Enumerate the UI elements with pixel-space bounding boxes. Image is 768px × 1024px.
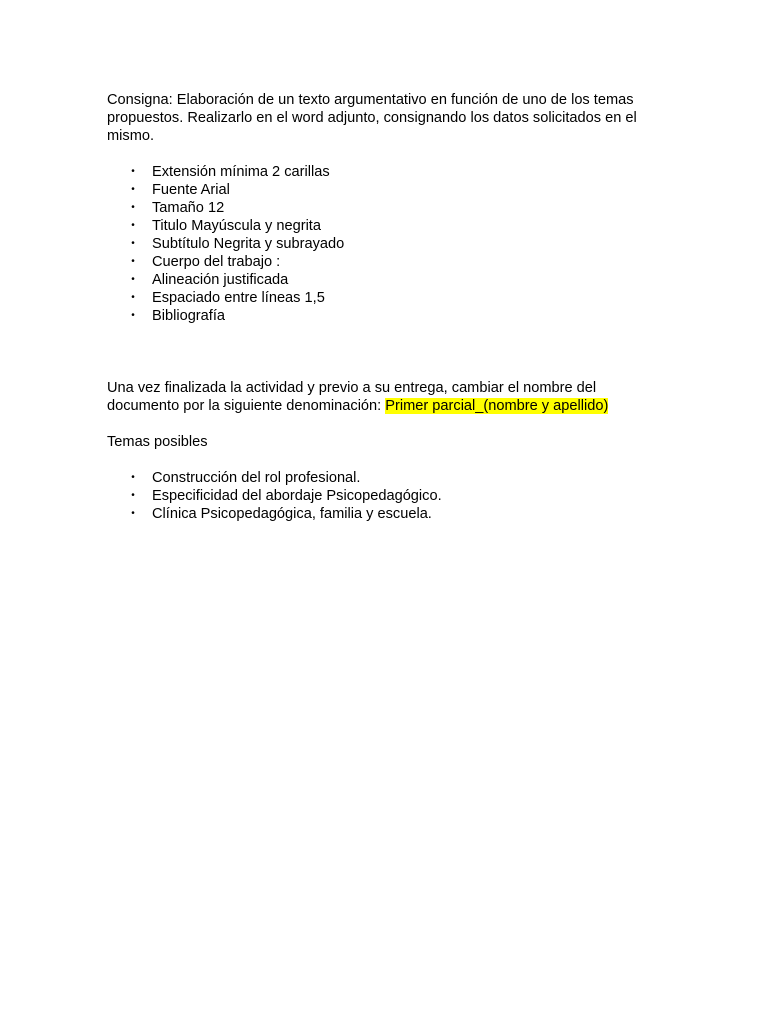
- requirement-text: Titulo Mayúscula y negrita: [152, 218, 321, 234]
- bullet-icon: •: [131, 310, 135, 321]
- list-item: [131, 487, 664, 505]
- bullet-icon: •: [131, 292, 135, 303]
- blank-space: [107, 325, 664, 379]
- themes-heading: Temas posibles: [107, 434, 208, 450]
- bullet-icon: •: [131, 472, 135, 483]
- list-item: [131, 199, 664, 217]
- bullet-icon: •: [131, 256, 135, 267]
- requirement-text: Alineación justificada: [152, 272, 289, 288]
- list-item: [131, 505, 664, 523]
- bullet-icon: •: [131, 238, 135, 249]
- list-item: [131, 289, 664, 307]
- theme-text: Construcción del rol profesional.: [152, 470, 361, 486]
- requirement-text: Extensión mínima 2 carillas: [152, 164, 330, 180]
- list-item: [131, 253, 664, 271]
- assignment-instructions: Consigna: Elaboración de un texto argumentativo en función de uno de los temas propuestos. Realizarlo en el word adjunto, consignando los datos solicitados en el mismo.: [107, 92, 637, 144]
- list-item: [131, 307, 664, 325]
- bullet-icon: •: [131, 166, 135, 177]
- filename-highlight: Primer parcial_(nombre y apellido): [385, 398, 609, 414]
- requirements-list: [107, 163, 664, 325]
- rename-instructions-text: Una vez finalizada la actividad y previo a su entrega, cambiar el nombre del documento por la siguiente denominación:: [107, 380, 597, 414]
- theme-text: Especificidad del abordaje Psicopedagógico.: [152, 488, 442, 504]
- bullet-icon: •: [131, 184, 135, 195]
- bullet-icon: •: [131, 220, 135, 231]
- list-item: [131, 163, 664, 181]
- themes-list: [107, 469, 664, 523]
- blank-line: [107, 415, 664, 433]
- requirement-text: Bibliografía: [152, 308, 226, 324]
- theme-text: Clínica Psicopedagógica, familia y escuela.: [152, 506, 432, 522]
- list-item: [131, 217, 664, 235]
- list-item: [131, 469, 664, 487]
- bullet-icon: •: [131, 508, 135, 519]
- bullet-icon: •: [131, 490, 135, 501]
- blank-line: [107, 451, 664, 469]
- requirement-text: Cuerpo del trabajo :: [152, 254, 281, 270]
- requirement-text: Fuente Arial: [152, 182, 230, 198]
- bullet-icon: •: [131, 274, 135, 285]
- list-item: [131, 271, 664, 289]
- bullet-icon: •: [131, 202, 135, 213]
- requirement-text: Subtítulo Negrita y subrayado: [152, 236, 345, 252]
- rename-instructions: [107, 379, 664, 415]
- list-item: [131, 181, 664, 199]
- list-item: [131, 235, 664, 253]
- requirement-text: Espaciado entre líneas 1,5: [152, 290, 325, 306]
- requirement-text: Tamaño 12: [152, 200, 225, 216]
